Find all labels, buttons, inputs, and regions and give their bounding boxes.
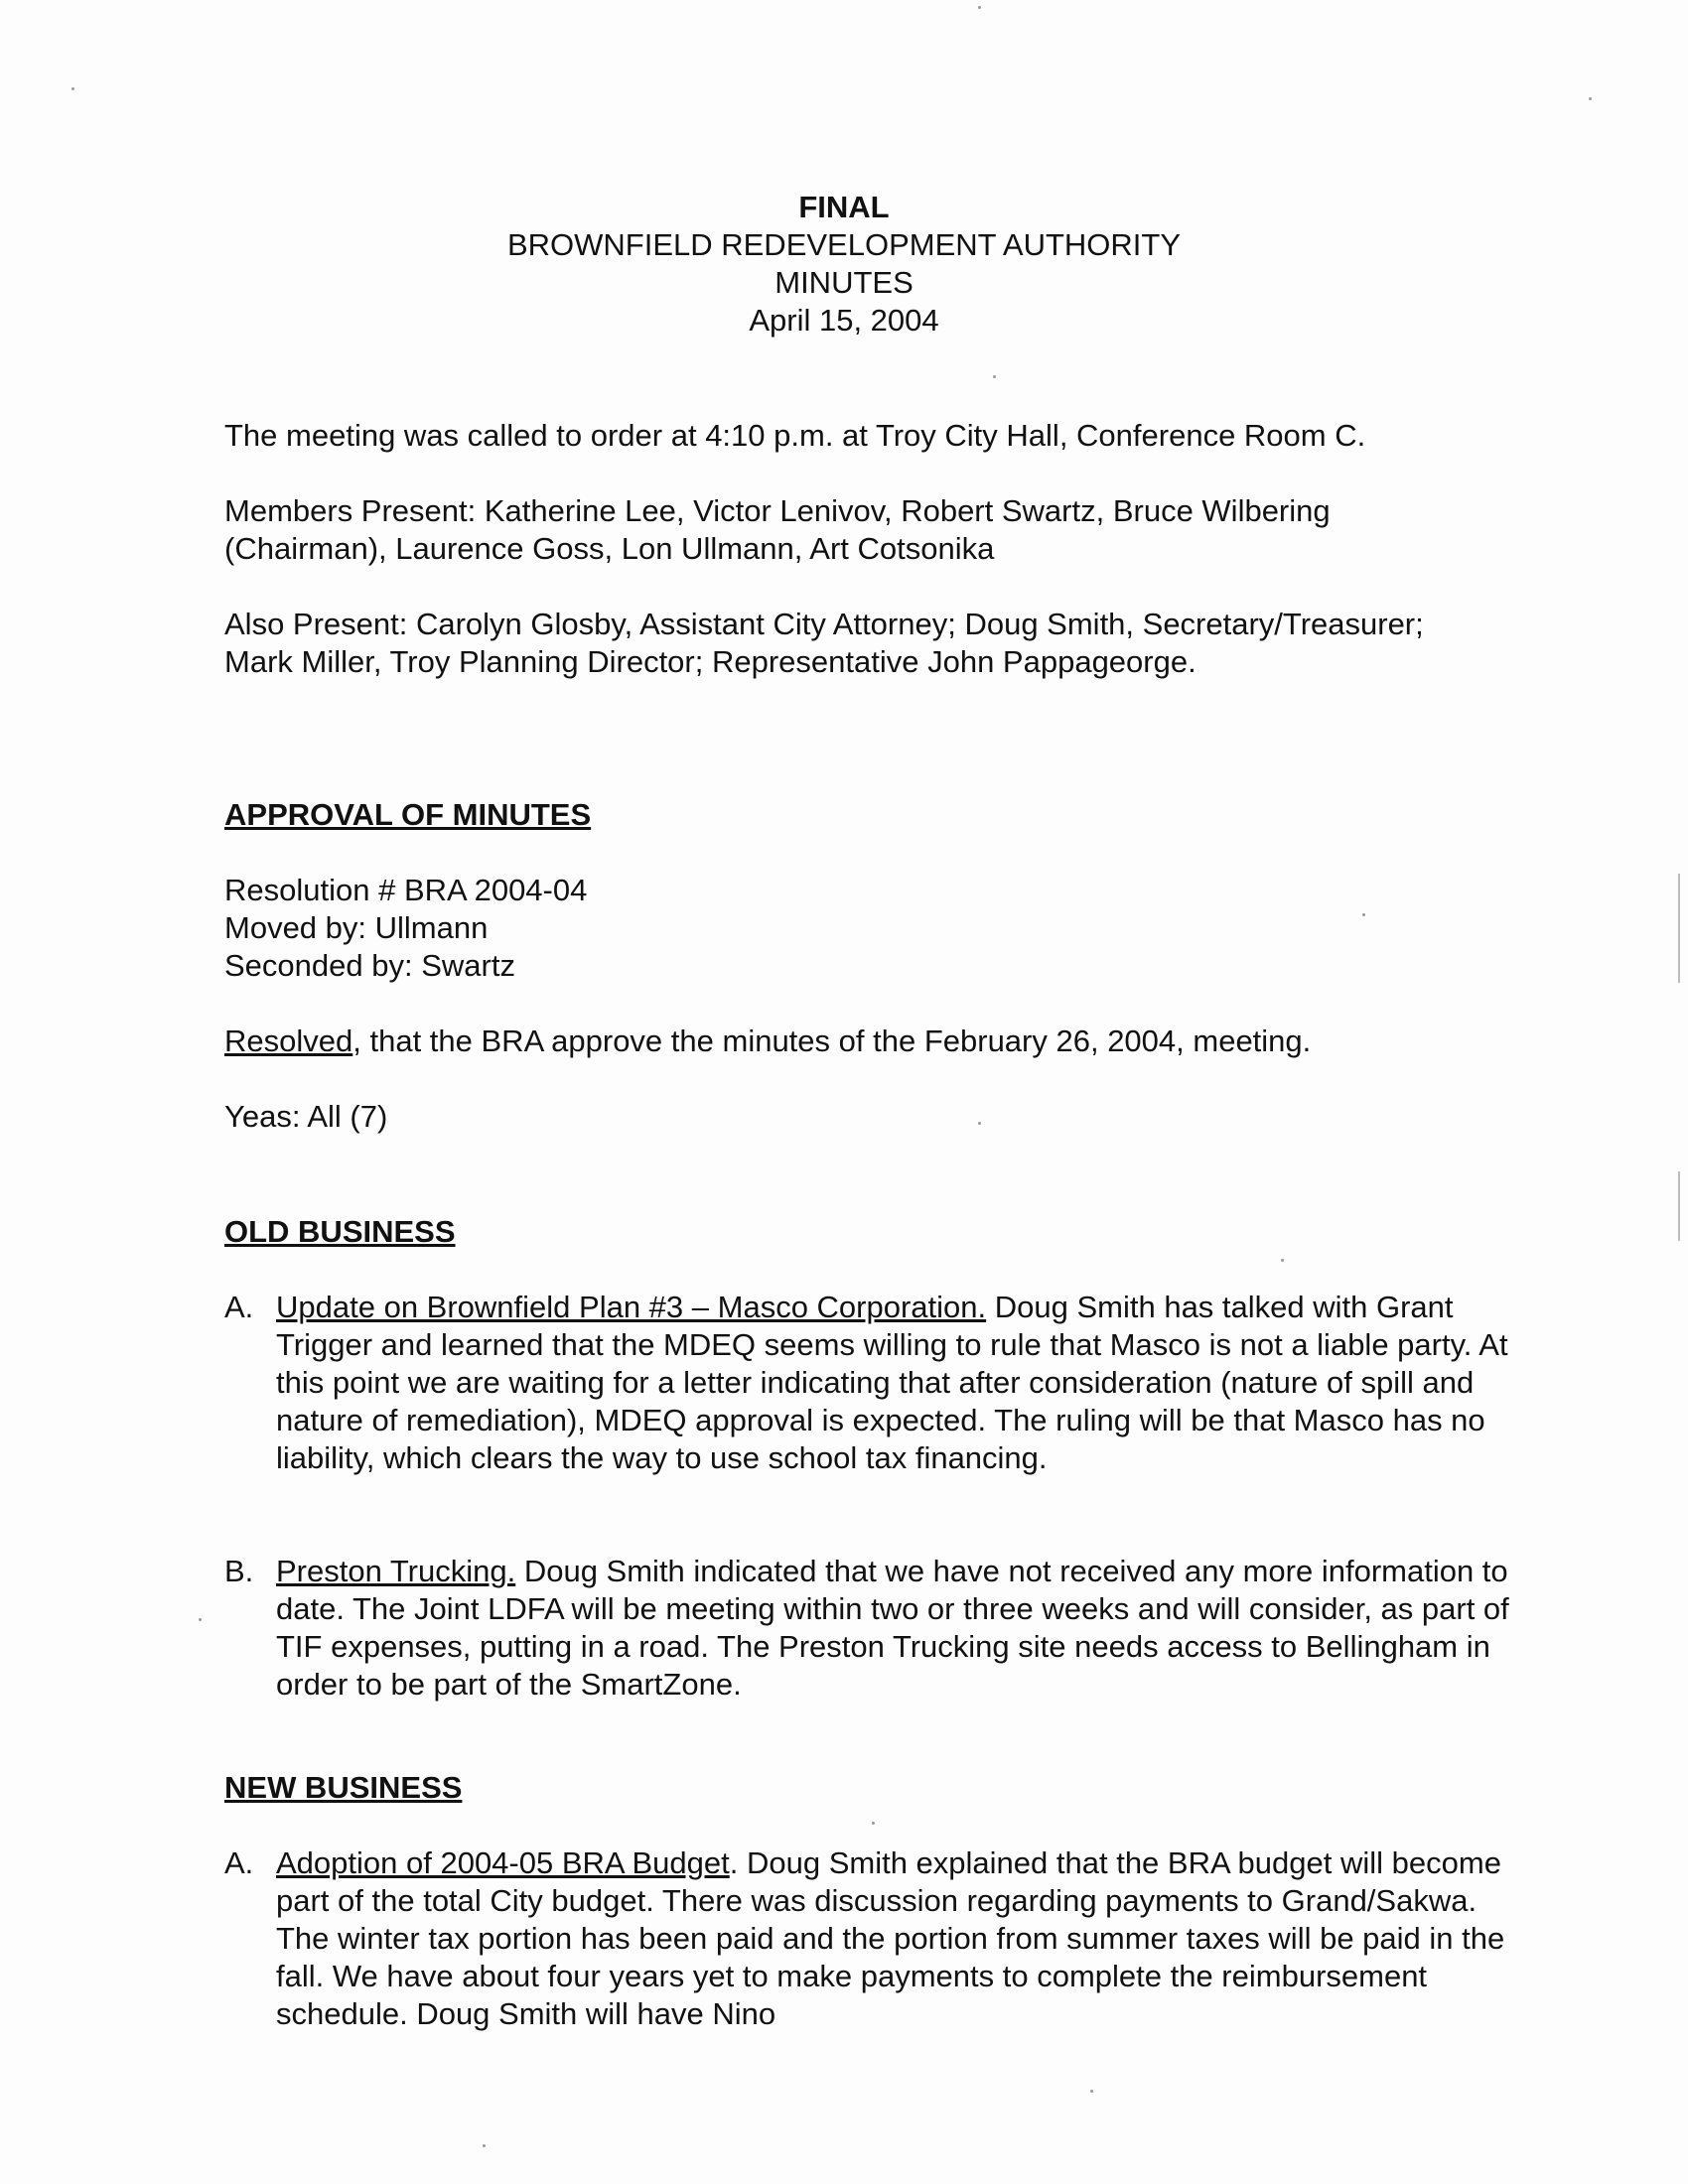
old-business-heading: OLD BUSINESS	[224, 1214, 456, 1249]
scan-speck	[483, 2144, 486, 2147]
scan-speck	[993, 375, 996, 378]
old-business-item-b	[224, 1553, 1515, 1704]
scan-speck	[199, 1618, 202, 1621]
scan-edge-mark	[1678, 1171, 1680, 1241]
scan-speck	[71, 87, 74, 90]
members-present-text: Members Present: Katherine Lee, Victor Lenivov, Robert Swartz, Bruce Wilbering (Chairman), Laurence Goss, Lon Ullmann, Art Cotsonika	[224, 493, 1331, 566]
new-business-item-a	[224, 1844, 1515, 2033]
resolved-text: , that the BRA approve the minutes of the February 26, 2004, meeting.	[352, 1024, 1312, 1058]
item-text: Doug Smith indicated that we have not received any more information to date. The Joint LDFA will be meeting within two or three weeks and will consider, as part of TIF expenses, putting in a road. The Preston Trucking site needs access to Bellingham in order to be part of the SmartZone.	[276, 1554, 1509, 1702]
scan-speck	[872, 1822, 875, 1825]
also-present-text: Also Present: Carolyn Glosby, Assistant City Attorney; Doug Smith, Secretary/Treasurer; Mark Miller, Troy Planning Director; Representative John Pappageorge.	[224, 607, 1424, 679]
item-letter: B.	[224, 1554, 254, 1588]
old-business-item-a	[224, 1289, 1515, 1477]
organization-name: BROWNFIELD REDEVELOPMENT AUTHORITY	[506, 227, 1182, 262]
item-text: Doug Smith has talked with Grant Trigger and learned that the MDEQ seems willing to rule that Masco is not a liable party. At this point we are waiting for a letter indicating that after consideration (nature of spill and nature of remediation), MDEQ approval is expected. The ruling will be that Masco has no liability, which clears the way to use school tax financing.	[276, 1290, 1508, 1475]
also-present-paragraph	[224, 606, 1436, 681]
scan-speck	[1090, 2090, 1093, 2093]
item-letter: A.	[224, 1845, 254, 1880]
item-content	[276, 1553, 1515, 1704]
item-title: Update on Brownfield Plan #3 – Masco Corporation.	[276, 1290, 987, 1324]
document-header	[0, 189, 1688, 340]
scan-edge-mark	[1678, 874, 1680, 983]
scan-speck	[1281, 1259, 1284, 1262]
item-content	[276, 1844, 1515, 2033]
resolution-number: Resolution # BRA 2004-04	[224, 873, 588, 907]
yeas-text: Yeas: All (7)	[224, 1099, 388, 1134]
status-label: FINAL	[798, 190, 890, 224]
new-business-heading: NEW BUSINESS	[224, 1770, 463, 1805]
resolved-label: Resolved	[224, 1024, 353, 1058]
call-to-order-text: The meeting was called to order at 4:10 p.m. at Troy City Hall, Conference Room C.	[224, 418, 1366, 453]
resolution-block	[224, 872, 1495, 985]
item-text: . Doug Smith explained that the BRA budget will become part of the total City budget. There was discussion regarding payments to Grand/Sakwa. The winter tax portion has been paid and the portion from summer taxes will be paid in the fall. We have about four years yet to make payments to complete the reimbursement schedule. Doug Smith will have Nino	[276, 1845, 1505, 2031]
meeting-date: April 15, 2004	[749, 303, 939, 338]
approval-of-minutes-heading: APPROVAL OF MINUTES	[224, 797, 592, 832]
call-to-order-paragraph	[224, 417, 1495, 455]
resolved-paragraph	[224, 1023, 1495, 1060]
item-title: Adoption of 2004-05 BRA Budget	[276, 1845, 730, 1880]
members-present-paragraph	[224, 492, 1476, 568]
item-letter: A.	[224, 1290, 254, 1324]
document-type: MINUTES	[774, 265, 914, 300]
item-content	[276, 1289, 1515, 1477]
seconded-by: Seconded by: Swartz	[224, 948, 515, 983]
moved-by: Moved by: Ullmann	[224, 910, 489, 945]
scan-speck	[978, 6, 981, 9]
yeas-line	[224, 1098, 1495, 1136]
scan-speck	[1589, 97, 1592, 100]
item-title: Preston Trucking.	[276, 1554, 516, 1588]
